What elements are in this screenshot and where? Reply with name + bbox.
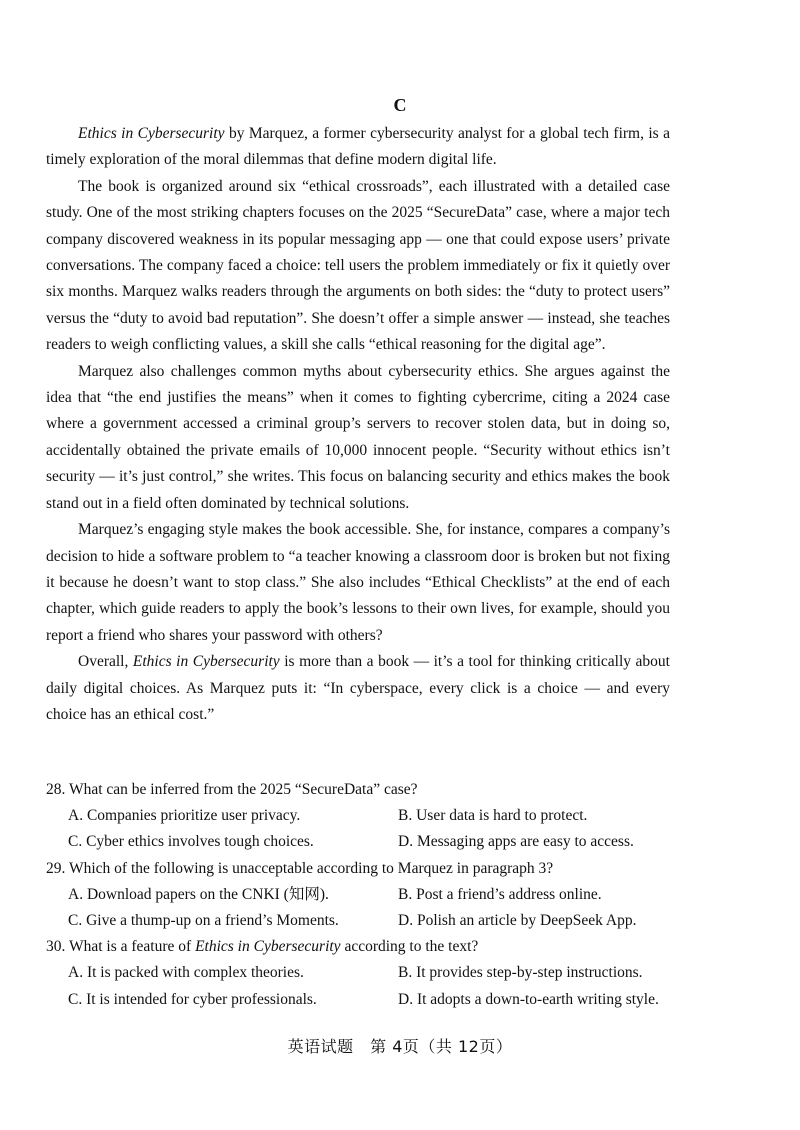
question-stem: 29. Which of the following is unacceptable according to Marquez in paragraph 3? (46, 859, 554, 877)
option-c: C. Cyber ethics involves tough choices. (68, 833, 314, 851)
stem-text: 30. What is a feature of (46, 938, 196, 956)
reading-passage (46, 121, 670, 728)
question-30 (46, 934, 686, 1013)
option-c: C. Give a thump-up on a friend’s Moments. (68, 912, 339, 930)
question-list (46, 777, 686, 1013)
option-group (46, 960, 686, 1012)
question-stem (46, 934, 686, 960)
page-footer: 英语试题 第 4页（共 12页） (287, 1037, 513, 1056)
option-b: B. It provides step-by-step instructions. (398, 964, 643, 982)
option-group (46, 882, 686, 934)
option-d: D. It adopts a down-to-earth writing style. (398, 990, 659, 1008)
question-stem: 28. What can be inferred from the 2025 “SecureData” case? (46, 781, 418, 798)
option-d: D. Polish an article by DeepSeek App. (398, 912, 637, 930)
option-group (46, 803, 686, 855)
option-a: A. It is packed with complex theories. (68, 964, 304, 982)
book-title: Ethics in Cybersecurity (78, 125, 225, 142)
stem-text: according to the text? (340, 938, 479, 956)
passage-paragraph-3: Marquez also challenges common myths about cybersecurity ethics. She argues against the idea that “the end justifies the means” when it comes to fighting cybercrime, citing a 2024 case where a government accessed a criminal group’s servers to recover stolen data, but in doing so, accidentally obtained the private emails of 10,000 innocent people. “Security without ethics isn’t security — it’s just control,” she writes. This focus on balancing security and ethics makes the book stand out in a field often dominated by technical solutions. (46, 362, 670, 512)
passage-paragraph-2: The book is organized around six “ethical crossroads”, each illustrated with a detailed case study. One of the most striking chapters focuses on the 2025 “SecureData” case, where a major tech company discovered weakness in its popular messaging app — one that could expose users’ private conversations. The company faced a choice: tell users the problem immediately or fix it quietly over six months. Marquez walks readers through the arguments on both sides: the “duty to protect users” versus the “duty to avoid bad reputation”. She doesn’t offer a simple answer — instead, she teaches readers to weigh conflicting values, a skill she calls “ethical reasoning for the digital age”. (46, 177, 670, 354)
passage-paragraph-5 (46, 649, 670, 728)
option-d: D. Messaging apps are easy to access. (398, 833, 634, 851)
question-28 (46, 777, 686, 856)
option-c: C. It is intended for cyber professionals. (68, 990, 317, 1008)
paragraph-text: is more than a book — it’s a tool for thinking critically about daily digital choices. As Marquez puts it: “In cyberspace, every click is a choice — and every choice has an ethical cost.” (46, 653, 670, 723)
option-b: B. User data is hard to protect. (398, 807, 588, 825)
paragraph-text: by Marquez, a former cybersecurity analyst for a global tech firm, is a timely exploration of the moral dilemmas that define modern digital life. (46, 125, 670, 169)
passage-paragraph-1 (46, 121, 670, 174)
passage-paragraph-4: Marquez’s engaging style makes the book accessible. She, for instance, compares a company’s decision to hide a software problem to “a teacher knowing a classroom door is broken but not fixing it because he doesn’t want to stop class.” She also includes “Ethical Checklists” at the end of each chapter, which guide readers to apply the book’s lessons to their own lives, for example, should you report a friend who shares your password with others? (46, 521, 670, 644)
option-a: A. Companies prioritize user privacy. (68, 807, 301, 825)
book-title: Ethics in Cybersecurity (132, 653, 280, 671)
option-b: B. Post a friend’s address online. (398, 885, 602, 903)
section-heading: C (393, 95, 407, 115)
paragraph-text: Overall, (78, 653, 133, 671)
book-title: Ethics in Cybersecurity (195, 938, 341, 956)
question-29 (46, 856, 686, 935)
option-a: A. Download papers on the CNKI (知网). (68, 885, 329, 903)
